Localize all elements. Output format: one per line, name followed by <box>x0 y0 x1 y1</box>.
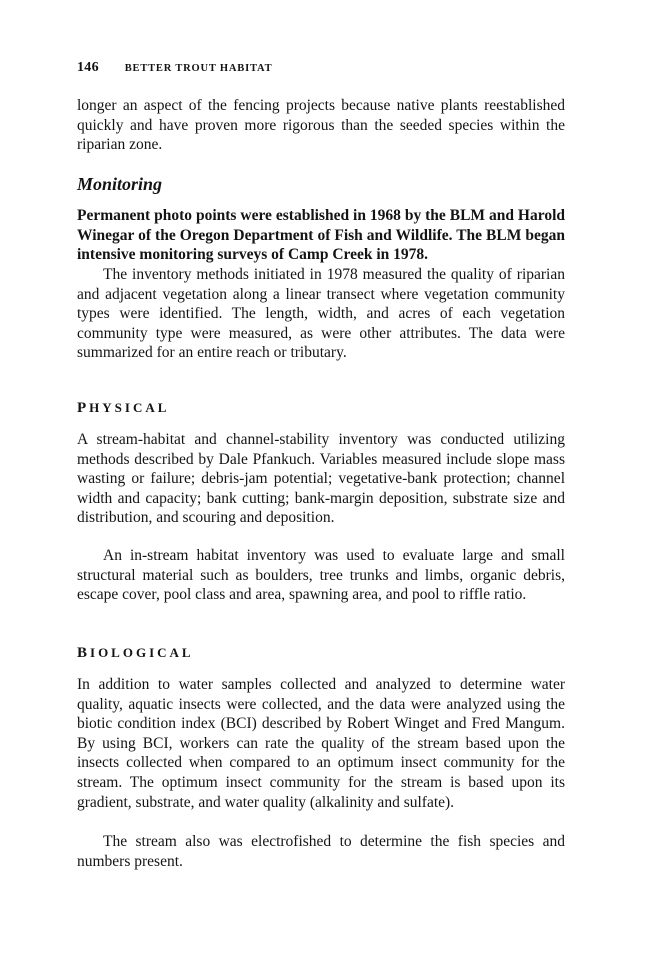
running-head-title: BETTER TROUT HABITAT <box>124 63 273 74</box>
biological-paragraph-1: In addition to water samples collected and analyzed to determine water quality, aquatic insects were collected, and the data were analyzed using the biotic condition index (BCI) described by Robert Winget and Fred Mangum. By using BCI, workers can rate the quality of the stream based upon the insects collected when compared to an optimum insect community for the stream. The optimum insect community for the stream is based upon its gradient, substrate, and water quality (alkalinity and sulfate). <box>77 676 565 811</box>
running-head <box>77 60 272 76</box>
monitoring-paragraph-1: Permanent photo points were established in 1968 by the BLM and Harold Winegar of the Oregon Department of Fish and Wildlife. The BLM began intensive monitoring surveys of Camp Creek in 1978. <box>77 207 565 264</box>
subheading-physical-text: PHYSICAL <box>77 400 170 416</box>
intro-paragraph: longer an aspect of the fencing projects because native plants reestablished quickly and have proven more rigorous than the seeded species within the riparian zone. <box>77 97 565 154</box>
page-number: 146 <box>77 60 99 75</box>
biological-paragraph-2: The stream also was electrofished to determine the fish species and numbers present. <box>77 833 565 870</box>
physical-paragraph-1: A stream-habitat and channel-stability inventory was conducted utilizing methods described by Dale Pfankuch. Variables measured include slope mass wasting or failure; debris-jam potential; vegetative-bank protection; channel width and capacity; bank cutting; bank-margin deposition, substrate size and distribution, and scouring and deposition. <box>77 431 565 527</box>
physical-paragraph-2: An in-stream habitat inventory was used to evaluate large and small structural material such as boulders, tree trunks and limbs, organic debris, escape cover, pool class and area, spawning area, and pool to riffle ratio. <box>77 547 565 604</box>
subheading-biological <box>77 645 194 662</box>
monitoring-paragraph-2: The inventory methods initiated in 1978 measured the quality of riparian and adjacent vegetation along a linear transect where vegetation community types were identified. The length, width, and acres of each vegetation community type were measured, as were other attributes. The data were summarized for an entire reach or tributary. <box>77 266 565 362</box>
subheading-biological-text: BIOLOGICAL <box>77 645 194 661</box>
section-heading-monitoring: Monitoring <box>77 174 163 194</box>
subheading-physical <box>77 400 169 417</box>
